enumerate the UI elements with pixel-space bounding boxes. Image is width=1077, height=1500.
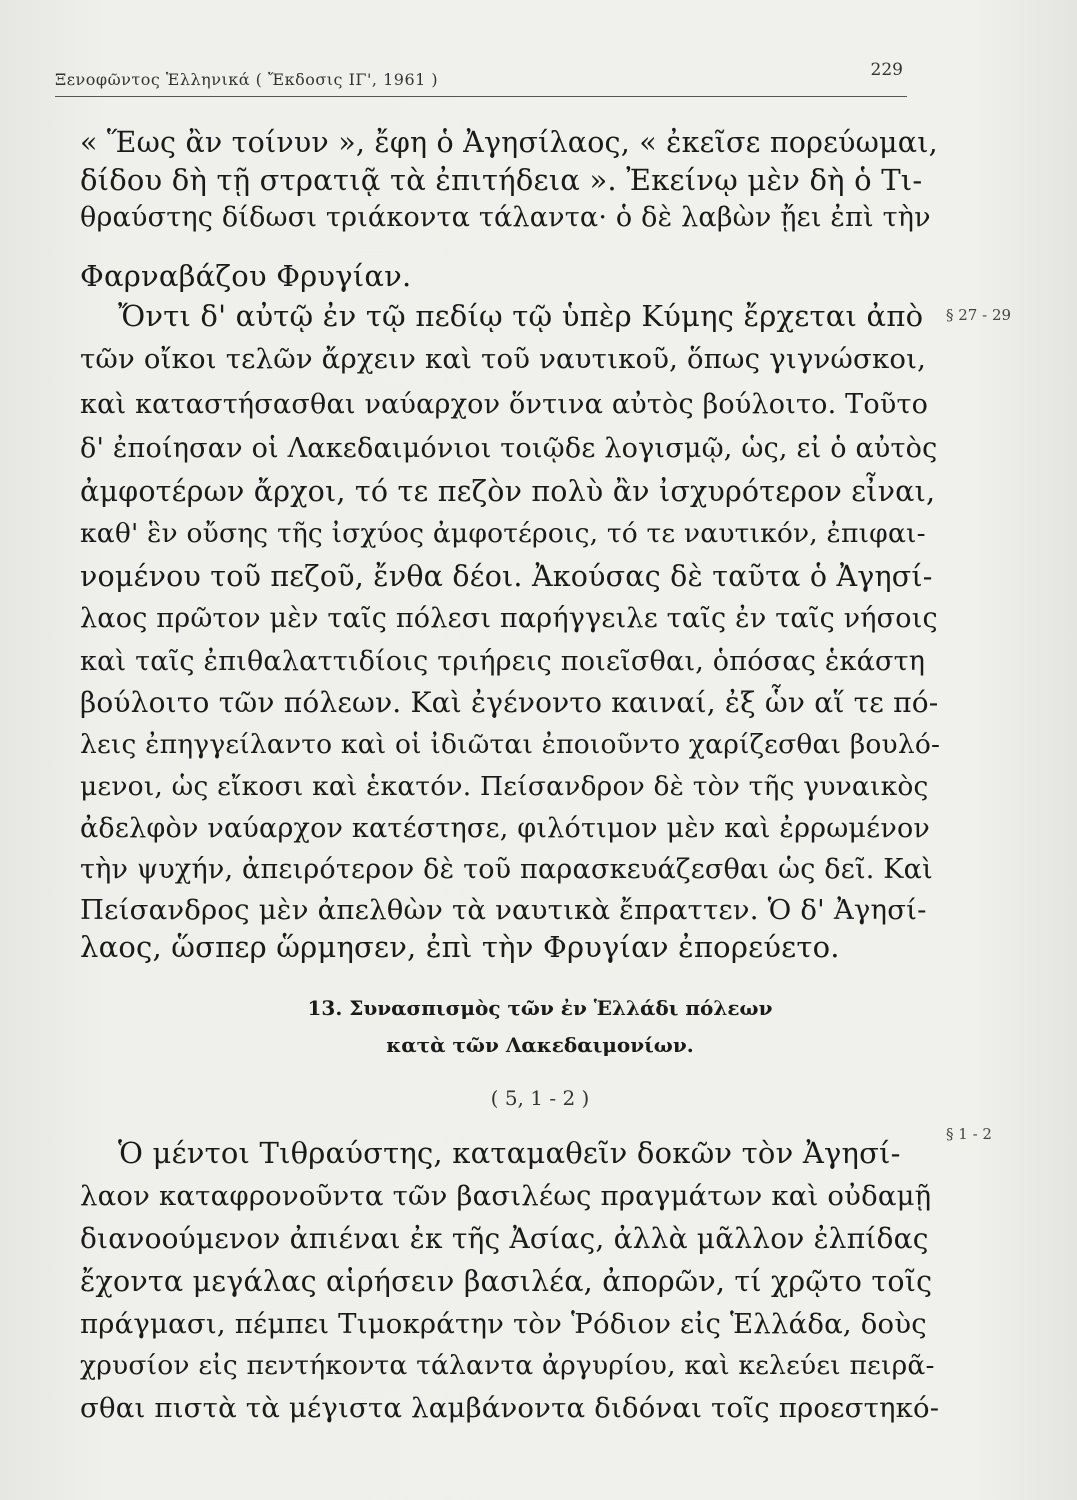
text-line: καθ' ἓν οὔσης τῆς ἰσχύος ἀμφοτέροις, τό τε ναυτικόν, ἐπιφαι- (80, 518, 926, 549)
section-text-line: πράγμασι, πέμπει Τιμοκράτην τὸν Ῥόδιον εἰς Ἑλλάδα, δοὺς (80, 1308, 927, 1340)
text-line: ἀμφοτέρων ἄρχοι, τό τε πεζὸν πολὺ ἂν ἰσχυρότερον εἶναι, (80, 475, 936, 508)
text-line: καὶ ταῖς ἐπιθαλαττιδίοις τριήρεις ποιεῖσθαι, ὁπόσας ἑκάστη (80, 646, 926, 677)
page-number: 229 (870, 60, 903, 80)
text-line: Φαρναβάζου Φρυγίαν. (80, 259, 412, 293)
text-line: θραύστης δίδωσι τριάκοντα τάλαντα· ὁ δὲ λαβὼν ᾔει ἐπὶ τὴν (80, 202, 931, 233)
text-line: λαος, ὥσπερ ὥρμησεν, ἐπὶ τὴν Φρυγίαν ἐπορεύετο. (80, 930, 840, 964)
section-text-line: Ὁ μέντοι Τιθραύστης, καταμαθεῖν δοκῶν τὸν Ἀγησί- (118, 1136, 901, 1170)
text-line: βούλοιτο τῶν πόλεων. Καὶ ἐγένοντο καιναί, ἐξ ὧν αἵ τε πό- (80, 686, 939, 719)
section-text-line: χρυσίον εἰς πεντήκοντα τάλαντα ἀργυρίου, καὶ κελεύει πειρᾶ- (80, 1350, 935, 1381)
text-line: « Ἕως ἂν τοίνυν », ἔφη ὁ Ἀγησίλαος, « ἐκεῖσε πορεύωμαι, (80, 126, 938, 159)
text-line: Πείσανδρος μὲν ἀπελθὼν τὰ ναυτικὰ ἔπραττεν. Ὁ δ' Ἀγησί- (80, 894, 927, 926)
section-text-line: λαον καταφρονοῦντα τῶν βασιλέως πραγμάτων καὶ οὐδαμῇ (80, 1180, 932, 1212)
text-line: τὴν ψυχήν, ἀπειρότερον δὲ τοῦ παρασκευάζεσθαι ὡς δεῖ. Καὶ (80, 854, 933, 885)
text-line: καὶ καταστήσασθαι ναύαρχον ὅντινα αὐτὸς βούλοιτο. Τοῦτο (80, 389, 929, 420)
text-line: δίδου δὴ τῇ στρατιᾷ τὰ ἐπιτήδεια ». Ἐκείνῳ μὲν δὴ ὁ Τι- (80, 163, 923, 197)
section-heading-continued: κατὰ τῶν Λακεδαιμονίων. (386, 1033, 694, 1057)
margin-note-27-29: § 27 - 29 (946, 306, 1012, 324)
margin-note-1-2: § 1 - 2 (946, 1125, 992, 1143)
header-title: Ξενοφῶντος Ἑλληνικά ( Ἔκδοσις ΙΓ', 1961 ) (55, 70, 439, 89)
section-reference: ( 5, 1 - 2 ) (490, 1086, 590, 1110)
text-line: νομένου τοῦ πεζοῦ, ἔνθα δέοι. Ἀκούσας δὲ ταῦτα ὁ Ἀγησί- (80, 560, 933, 593)
section-text-line: ἔχοντα μεγάλας αἱρήσειν βασιλέα, ἀπορῶν, τί χρῷτο τοῖς (80, 1265, 933, 1298)
section-text-line: διανοούμενον ἀπιέναι ἐκ τῆς Ἀσίας, ἀλλὰ μᾶλλον ἐλπίδας (80, 1222, 929, 1255)
text-line: Ὄντι δ' αὐτῷ ἐν τῷ πεδίῳ τῷ ὑπὲρ Κύμης ἔρχεται ἀπὸ (118, 299, 924, 333)
section-text-line: σθαι πιστὰ τὰ μέγιστα λαμβάνοντα διδόναι τοῖς προεστηκό- (80, 1392, 940, 1424)
text-line: τῶν οἴκοι τελῶν ἄρχειν καὶ τοῦ ναυτικοῦ, ὅπως γιγνώσκοι, (80, 343, 927, 375)
text-line: λαος πρῶτον μὲν ταῖς πόλεσι παρήγγειλε ταῖς ἐν ταῖς νήσοις (80, 603, 938, 634)
text-line: ἀδελφὸν ναύαρχον κατέστησε, φιλότιμον μὲν καὶ ἐρρωμένον (80, 813, 931, 844)
section-heading: 13. Συνασπισμὸς τῶν ἐν Ἑλλάδι πόλεων (307, 996, 773, 1020)
text-line: λεις ἐπηγγείλαντο καὶ οἱ ἰδιῶται ἐποιοῦντο χαρίζεσθαι βουλό- (80, 729, 941, 760)
text-line: δ' ἐποίησαν οἱ Λακεδαιμόνιοι τοιῷδε λογισμῷ, ὡς, εἰ ὁ αὐτὸς (80, 433, 938, 464)
text-line: μενοι, ὡς εἴκοσι καὶ ἑκατόν. Πείσανδρον δὲ τὸν τῆς γυναικὸς (80, 771, 929, 802)
running-header (55, 62, 907, 97)
